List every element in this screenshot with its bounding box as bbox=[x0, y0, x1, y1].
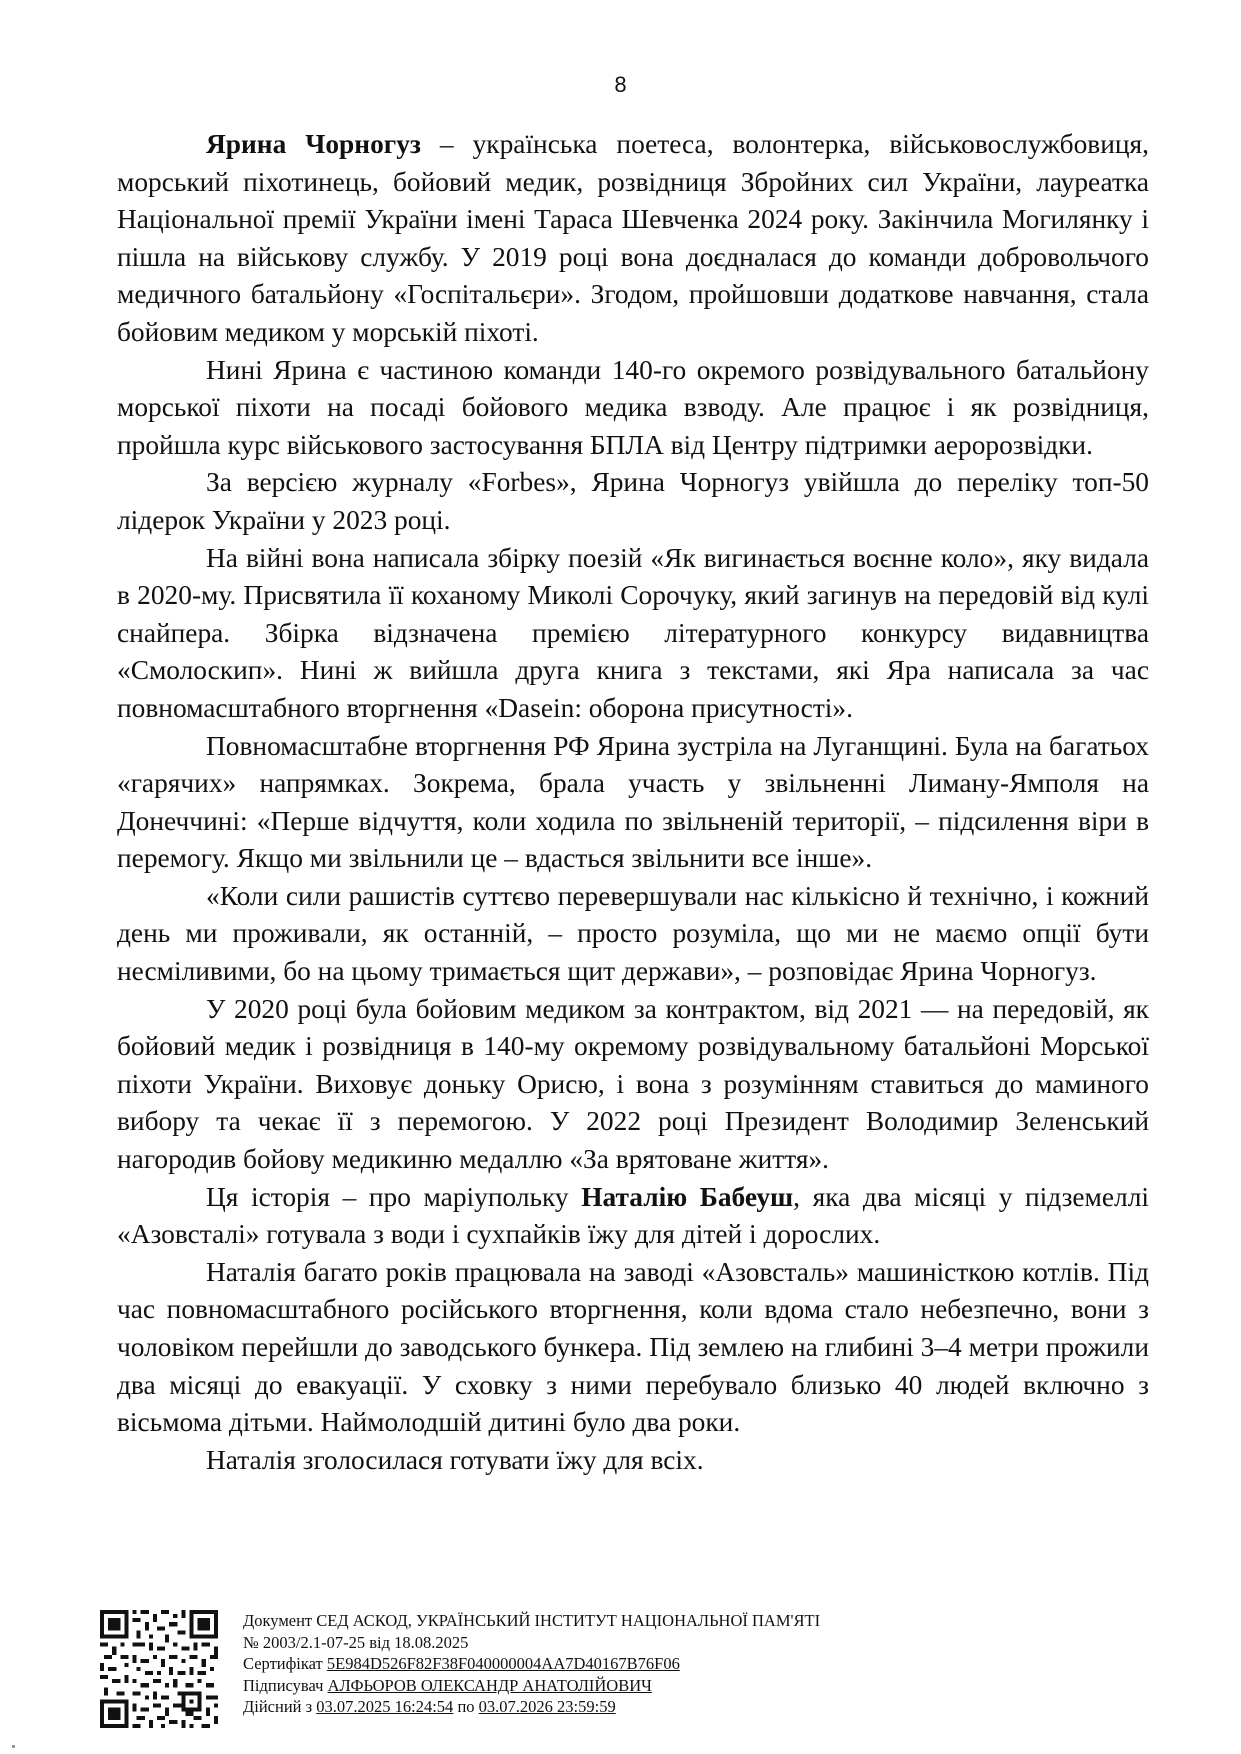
signer-label: Підписувач bbox=[243, 1675, 328, 1695]
paragraph-5: Повномасштабне вторгнення РФ Ярина зустріла на Луганщині. Була на багатьох «гарячих» напрямках. Зокрема, брала участь у звільненні Лиману-Ямполя на Донеччині: «Перше відчуття, коли ходила по звільненій території, – підсилення віри в перемогу. Якщо ми звільнили це – вдасться звільнити все інше». bbox=[117, 730, 1149, 874]
stamp-line-validity bbox=[243, 1696, 1123, 1718]
valid-from: 03.07.2025 16:24:54 bbox=[316, 1697, 454, 1717]
bold-name: Наталію Бабеуш bbox=[581, 1181, 794, 1212]
certificate-label: Сертифікат bbox=[243, 1654, 327, 1674]
document-body bbox=[117, 126, 1149, 1479]
page-number: 8 bbox=[614, 72, 627, 97]
validity-label: Дійсний з bbox=[243, 1697, 317, 1717]
scan-artifact bbox=[12, 1745, 15, 1748]
stamp-line-signer bbox=[243, 1675, 1123, 1697]
paragraph-text: – українська поетеса, волонтерка, військовослужбовиця, морський піхотинець, бойовий медик, розвідниця Збройних сил України, лауреатка Національної премії України імені Тараса Шевченка 2024 року. Закінчила Могилянку і пішла на військову службу. У 2019 році вона доєдналася до команди добровольчого медичного батальйону «Госпітальєри». Згодом, пройшовши додаткове навчання, стала бойовим медиком у морській піхоті. bbox=[117, 129, 1149, 347]
stamp-line-certificate bbox=[243, 1653, 1123, 1675]
digital-signature-stamp bbox=[243, 1610, 1123, 1718]
paragraph-10: Наталія зголосилася готувати їжу для всіх. bbox=[206, 1444, 704, 1475]
paragraph-3: За версією журналу «Forbes», Ярина Чорногуз увійшла до переліку топ-50 лідерок України у 2023 році. bbox=[117, 467, 1149, 535]
qr-code-icon bbox=[100, 1610, 218, 1728]
bold-name: Ярина Чорногуз bbox=[206, 129, 421, 159]
certificate-value: 5E984D526F82F38F040000004AA7D40167B76F06 bbox=[326, 1654, 680, 1674]
paragraph-4: На війні вона написала збірку поезій «Як вигинається воєнне коло», яку видала в 2020-му. Присвятила її коханому Миколі Сорочуку, який загинув на передовій від кулі снайпера. Збірка відзначена премією літературного конкурсу видавництва «Смолоскип». Нині ж вийшла друга книга з текстами, які Яра написала за час повномасштабного вторгнення «Dasein: оборона присутності». bbox=[117, 542, 1149, 723]
validity-separator: по bbox=[453, 1697, 479, 1717]
paragraph-text: Ця історія – про маріупольку bbox=[206, 1181, 582, 1212]
paragraph-9: Наталія багато років працювала на заводі «Азовсталь» машиністкою котлів. Під час повномасштабного російського вторгнення, коли вдома стало небезпечно, вони з чоловіком перейшли до заводського бункера. Під землею на глибині 3–4 метри прожили два місяці до евакуації. У сховку з ними перебувало близько 40 людей включно з вісьмома дітьми. Наймолодшій дитині було два роки. bbox=[117, 1256, 1149, 1438]
signer-value: АЛФЬОРОВ ОЛЕКСАНДР АНАТОЛІЙОВИЧ bbox=[327, 1675, 652, 1695]
stamp-line-document: Документ СЕД АСКОД, УКРАЇНСЬКИЙ ІНСТИТУТ НАЦІОНАЛЬНОЇ ПАМ'ЯТІ bbox=[243, 1611, 821, 1630]
paragraph-7: У 2020 році була бойовим медиком за контрактом, від 2021 — на передовій, як бойовий медик і розвідниця в 140-му окремому розвідувальному батальйоні Морської піхоти України. Виховує доньку Орисю, і вона з розумінням ставиться до маминого вибору та чекає її з перемогою. У 2022 році Президент Володимир Зеленський нагородив бойову медикиню медаллю «За врятоване життя». bbox=[117, 993, 1149, 1175]
stamp-line-number: № 2003/2.1-07-25 від 18.08.2025 bbox=[243, 1632, 469, 1652]
paragraph-6: «Коли сили рашистів суттєво перевершували нас кількісно й технічно, і кожний день ми проживали, як останній, – просто розуміла, що ми не маємо опції бути несміливими, бо на цьому тримається щит держави», – розповідає Ярина Чорногуз. bbox=[117, 880, 1149, 987]
paragraph-text: , яка два місяці у підземеллі «Азовсталі» готувала з води і сухпайків їжу для дітей і дорослих. bbox=[117, 1181, 1149, 1250]
paragraph-8 bbox=[117, 1179, 1149, 1254]
paragraph-1 bbox=[117, 126, 1149, 352]
paragraph-2: Нині Ярина є частиною команди 140-го окремого розвідувального батальйону морської піхоти на посаді бойового медика взводу. Але працює і як розвідниця, пройшла курс військового застосування БПЛА від Центру підтримки аеророзвідки. bbox=[117, 354, 1149, 460]
valid-to: 03.07.2026 23:59:59 bbox=[478, 1697, 616, 1717]
signature-footer bbox=[100, 1610, 1140, 1740]
